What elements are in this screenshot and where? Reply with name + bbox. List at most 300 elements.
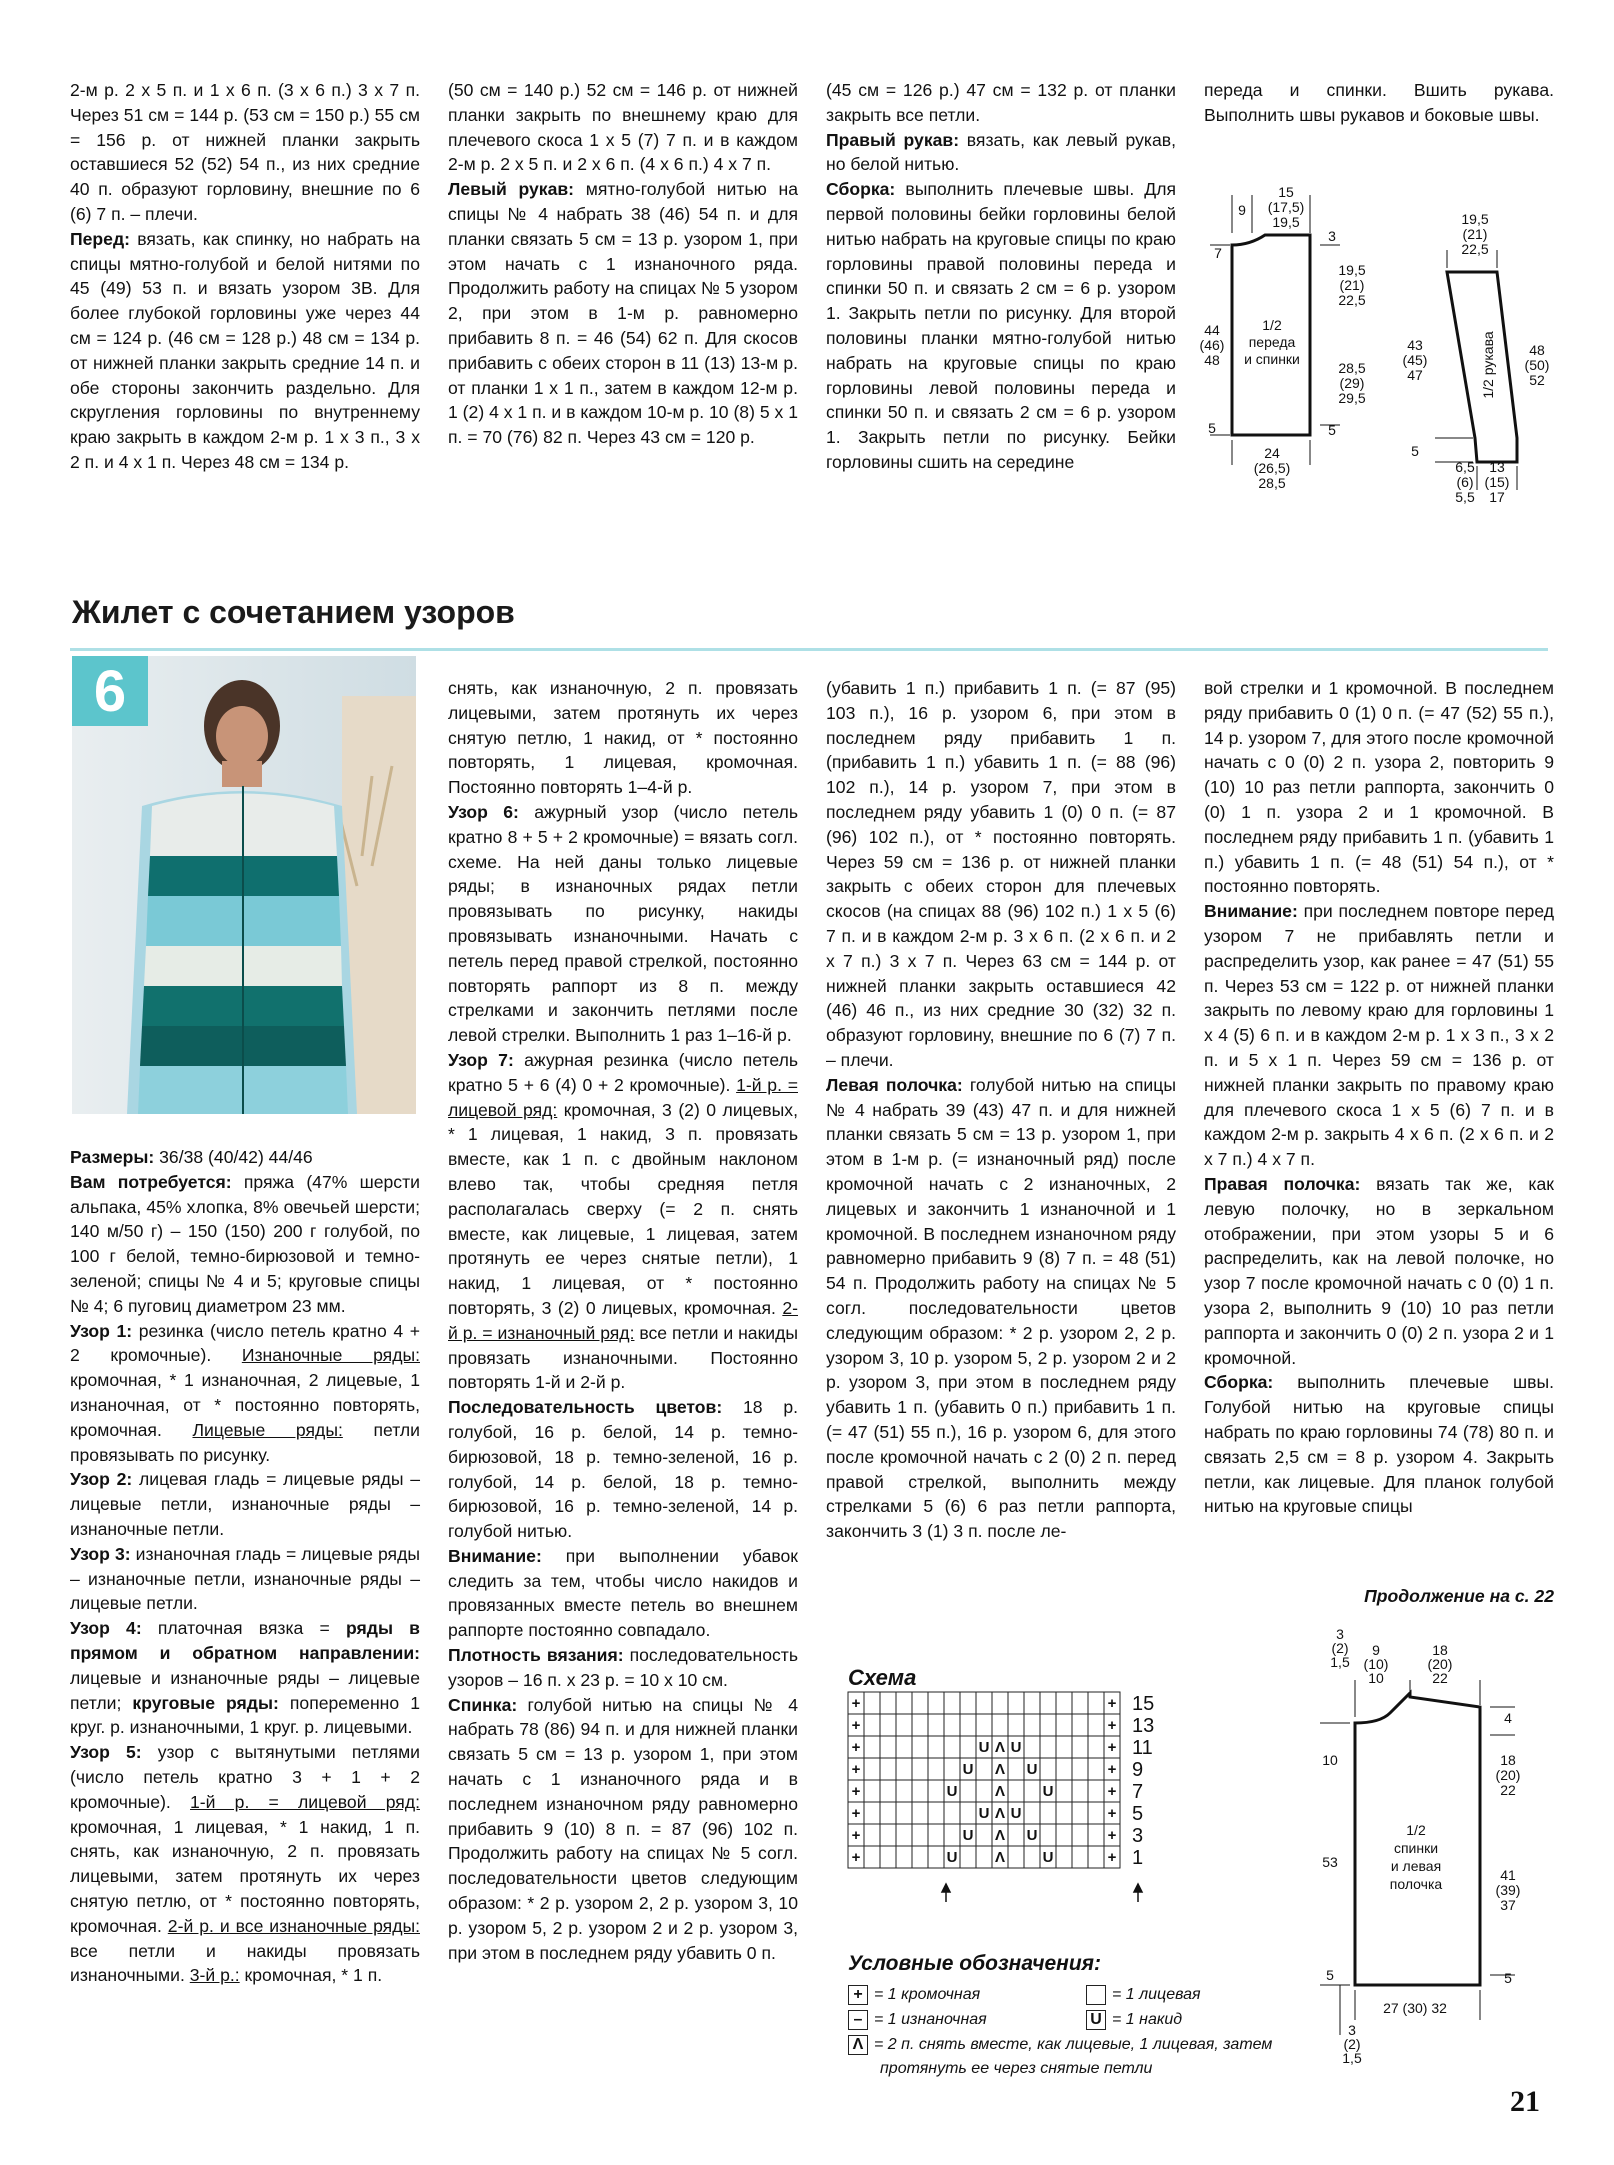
left-sleeve-text: мятно-голубой нитью на спицы № 4 набрать 38 (46) 54 п. и для планки связать 5 см = 13 р. узором 1, при этом начать с 1 изнаночного ряда. Продолжить работу на спицах № 5 узором 2, при этом в 1-м р. равномерно прибавить 8 п. = 46 (54) 62 п. Для скосов прибавить с обеих сторон в 11 (13) 13-м р. от планки 1 х 1 п., затем в каждом 12-м р. 1 (2) 4 х 1 п. и в каждом 10-м р. 10 (8) 5 х 1 п. = 70 (76) 82 п. Через 43 см = 120 р. (448, 179, 798, 448)
chart-symbol: + (1107, 1783, 1117, 1800)
chart-cell (864, 1780, 880, 1802)
chart-cell (1072, 1846, 1088, 1868)
chart-cell (880, 1736, 896, 1758)
chart-cell (928, 1780, 944, 1802)
d1-band-right: 5 (1328, 422, 1336, 438)
chart-cell (960, 1692, 976, 1714)
pattern1-paragraph (70, 1319, 420, 1468)
vest-photo (72, 656, 416, 1114)
attention-heading: Внимание: (448, 1545, 542, 1566)
vest-schematic (1300, 1625, 1560, 2085)
row-labels (1132, 1693, 1154, 1869)
d1-shoulder-drop: 3 (1328, 228, 1336, 244)
section-title: Жилет с сочетанием узоров (72, 594, 515, 630)
chart-symbol: + (851, 1805, 861, 1822)
pattern1-text: резинка (число петель кратно 4 + 2 кромочные). (70, 1320, 421, 1366)
chart-symbol: Λ (994, 1739, 1006, 1756)
far-attention-paragraph (1204, 899, 1554, 1172)
chart-symbol: U (1026, 1761, 1038, 1778)
stitch-grid (848, 1692, 1120, 1868)
sleeve-schematic (1385, 210, 1555, 520)
d1-top-width-2: (17,5) (1267, 199, 1305, 215)
chart-symbol: + (1107, 1717, 1117, 1734)
materials-text: пряжа (47% шерсти альпака, 45% хлопка, 8% овечьей шерсти; 140 м/50 г) – 150 (150) 200 г голубой, по 100 г белой, темно-бирюзовой и темно-зеленой; спицы № 4 и 5; круговые спицы № 4; 6 пуговиц диаметром 23 мм. (70, 1171, 420, 1316)
chart-cell (976, 1846, 992, 1868)
front-paragraph (70, 227, 420, 475)
d2-height-1: 43 (1407, 337, 1423, 353)
d2-total-2: (50) (1524, 357, 1550, 373)
legend-decrease (848, 2035, 1272, 2055)
d3-top-2: (2) (1331, 1640, 1349, 1656)
chart-cell (864, 1692, 880, 1714)
d3-shoulder-3: 22 (1432, 1670, 1448, 1686)
top-column-4 (1204, 78, 1554, 128)
pattern1-right-rows: Лицевые ряды: (192, 1419, 343, 1440)
pattern5-text-d: кромочная, * 1 п. (239, 1965, 383, 1986)
chart-symbol: U (978, 1739, 990, 1756)
knit-stitch-icon (1086, 1985, 1106, 2005)
legend-purl-text: = 1 изнаночная (874, 2011, 987, 2028)
chart-cell (1088, 1780, 1104, 1802)
continued-note: Продолжение на с. 22 (1364, 1586, 1554, 1606)
chart-cell (1056, 1758, 1072, 1780)
chart-cell (944, 1692, 960, 1714)
top-col2-text: (50 см = 140 р.) 52 см = 146 р. от нижней планки закрыть по внешнему краю для плечевого скоса 1 х 5 (7) 7 п. и в каждом 2-м р. 2 х 5 п. и 2 х 6 п. (4 х 6 п.) 4 х 7 п. (448, 80, 798, 175)
pattern4-rows-heading: ряды в прямом и обратном направлении: (70, 1618, 420, 1663)
d1-band-left: 5 (1208, 420, 1216, 436)
d3-neck-2: (10) (1363, 1656, 1389, 1672)
d2-cuffw-1: 13 (1489, 459, 1505, 475)
d3-top-3: 1,5 (1330, 1654, 1350, 1670)
chart-symbol: U (1042, 1849, 1054, 1866)
d3-length: 53 (1322, 1854, 1338, 1870)
pattern7-text-b: кромочная, 3 (2) 0 лицевых, * 1 лицевая, 1 накид, 3 п. провязать вместе, как 1 п. с двойным наклоном влево так, чтобы средняя петля располагалась сверху (= 2 п. снять вместе, как лицевые, 1 лицевая, затем протянуть ее через снятые петли), 1 накид, 1 лицевая, от * постоянно повторять, 3 (2) 0 лицевых, кромочная. (448, 1099, 798, 1318)
chart-cell (928, 1692, 944, 1714)
pattern7-text-c: все петли и накиды провязать изнаночными. Постоянно повторять 1-й и 2-й р. (448, 1322, 799, 1393)
back-text: голубой нитью на спицы № 4 набрать 78 (86) 94 п. и для нижней планки связать 5 см = 13 р. узором 1, при этом начать с 1 изнаночного ряда и в последнем изнаночном ряду равномерно прибавить 9 (10) 8 п. = 87 (96) 102 п. Продолжить работу на спицах № 5 согл. последовательности цветов следующим образом: * 2 р. узором 2, 2 р. узором 3, 10 р. узором 5, 2 р. узором 2 и 2 р. узором 3, при этом в последнем ряду убавить 0 п. (448, 1694, 798, 1963)
chart-symbol: + (851, 1827, 861, 1844)
chart-cell (1024, 1846, 1040, 1868)
pattern5-paragraph (70, 1740, 420, 1988)
chart-cell (912, 1824, 928, 1846)
edge-stitch-icon: + (848, 1985, 868, 2005)
chart-symbol: U (962, 1827, 974, 1844)
right-front-paragraph (1204, 1172, 1554, 1370)
pattern5-heading: Узор 5: (70, 1742, 142, 1763)
chart-cell (944, 1714, 960, 1736)
pattern4-text-b: лицевые и изнаночные ряды – лицевые петли; (70, 1667, 420, 1713)
legend-decrease-text: = 2 п. снять вместе, как лицевые, 1 лицевая, затем (874, 2036, 1273, 2053)
legend-knit (1086, 1985, 1201, 2005)
d3-neck-depth: 10 (1322, 1752, 1338, 1768)
chart-cell (896, 1758, 912, 1780)
chart-cell (880, 1780, 896, 1802)
chart-cell (912, 1802, 928, 1824)
chart-symbol: U (978, 1805, 990, 1822)
chart-cell (928, 1824, 944, 1846)
chart-cell (880, 1692, 896, 1714)
chart-cell (1040, 1692, 1056, 1714)
top-column-3 (826, 78, 1176, 475)
legend-edge (848, 1985, 980, 2005)
vest-outline (1355, 1693, 1480, 1985)
chart-symbol: Λ (994, 1761, 1006, 1778)
chart-cell (864, 1758, 880, 1780)
chart-cell (1024, 1714, 1040, 1736)
sizes-heading: Размеры: (70, 1147, 155, 1167)
d3-label-3: и левая (1390, 1858, 1442, 1874)
chart-cell (1088, 1846, 1104, 1868)
chart-cell (960, 1736, 976, 1758)
chart-cell (912, 1780, 928, 1802)
d3-shoulder-2: (20) (1427, 1656, 1453, 1672)
page-number: 21 (1510, 2085, 1540, 2118)
d3-arm-3: 22 (1500, 1782, 1516, 1798)
top-col1-text: 2-м р. 2 х 5 п. и 1 х 6 п. (3 х 6 п.) 3 х 7 п. Через 51 см = 144 р. (53 см = 150 р.) 55 см = 156 р. от нижней планки закрыть оставшиеся 52 (52) 54 п., из них средние 40 п. образуют горловину, внешние по 6 (6) 7 п. – плечи. (70, 80, 420, 224)
chart-cell (1040, 1758, 1056, 1780)
chart-cell (928, 1736, 944, 1758)
pattern3-heading: Узор 3: (70, 1543, 131, 1564)
d1-neck-depth: 7 (1214, 245, 1222, 261)
chart-symbol: + (851, 1717, 861, 1734)
chart-symbol: Λ (994, 1783, 1006, 1800)
pattern4-heading: Узор 4: (70, 1618, 142, 1639)
chart-cell (1008, 1714, 1024, 1736)
d3-bottom-3: 1,5 (1342, 2050, 1362, 2066)
chart-symbol: + (1107, 1805, 1117, 1822)
chart-cell (864, 1824, 880, 1846)
d1-height-1: 44 (1204, 322, 1220, 338)
chart-cell (896, 1802, 912, 1824)
pattern5-text-c: все петли и накиды провязать изнаночными. (70, 1940, 420, 1986)
chart-cell (944, 1758, 960, 1780)
chart-cell (928, 1846, 944, 1868)
chart-cell (1088, 1714, 1104, 1736)
model-number-badge: 6 (72, 656, 148, 726)
chart-symbol: Λ (994, 1805, 1006, 1822)
d1-right-3: 22,5 (1338, 292, 1366, 308)
top-column-1 (70, 78, 420, 475)
chart-cell (944, 1802, 960, 1824)
density-heading: Плотность вязания: (448, 1645, 624, 1666)
chart-cell (912, 1736, 928, 1758)
vest-assembly-heading: Сборка: (1204, 1372, 1274, 1393)
chart-cell (960, 1846, 976, 1868)
pattern1-wrong-rows: Изнаночные ряды: (241, 1345, 420, 1366)
d3-neck-3: 10 (1368, 1670, 1384, 1686)
chart-symbol: + (851, 1695, 861, 1712)
chart-cell (912, 1758, 928, 1780)
chart-row-label: 1 (1132, 1847, 1144, 1869)
pattern5-row2: 2-й р. и все изнаночные ряды: (167, 1915, 420, 1936)
back-paragraph (448, 1693, 798, 1966)
chart-row-label: 9 (1132, 1759, 1144, 1781)
far-attention-heading: Внимание: (1204, 901, 1298, 922)
vest-assembly-text: выполнить плечевые швы. Голубой нитью на круговые спицы набрать по краю горловины 74 (78) 80 п. и связать 2,5 см = 8 р. узором 4. Закрыть петли, как лицевые. Для планок голубой нитью на круговые спицы (1204, 1372, 1554, 1517)
d2-cuffw-2: (15) (1484, 474, 1510, 490)
chart-cell (1088, 1802, 1104, 1824)
chart-cell (992, 1692, 1008, 1714)
chart-cell (1072, 1758, 1088, 1780)
chart-row-label: 15 (1132, 1693, 1155, 1715)
chart-cell (896, 1714, 912, 1736)
chart-cell (912, 1692, 928, 1714)
chart-symbol: U (1026, 1827, 1038, 1844)
front-heading: Перед: (70, 228, 130, 249)
d1-side-1: 28,5 (1338, 360, 1366, 376)
d2-cuff-2: (6) (1456, 474, 1474, 490)
pattern2-paragraph (70, 1467, 420, 1541)
chart-cell (1056, 1736, 1072, 1758)
pattern5-text: узор с вытянутыми петлями (число петель кратно 3 + 1 + 2 кромочные). (70, 1742, 420, 1812)
chart-cell (896, 1692, 912, 1714)
left-sleeve-paragraph (448, 177, 798, 450)
double-decrease-icon: Λ (848, 2035, 868, 2055)
left-front-heading: Левая полочка: (826, 1074, 963, 1095)
materials-column (70, 1145, 420, 1988)
d2-height-3: 47 (1407, 367, 1423, 383)
pattern7-heading: Узор 7: (448, 1049, 514, 1070)
chart-symbol: Λ (994, 1827, 1006, 1844)
materials-paragraph (70, 1170, 420, 1319)
chart-cell (976, 1692, 992, 1714)
stitch-chart (846, 1690, 1266, 1920)
pattern4-text: платочная вязка = (141, 1618, 346, 1639)
assembly-text: выполнить плечевые швы. Для первой половины бейки горловины белой нитью набрать на круговые спицы по краю горловины правой половины переда и спинки 50 п. и связать 2 см = 6 р. узором 1. Закрыть петли по рисунку. Для второй половины планки мятно-голубой нитью набрать на круговые спицы по краю горловины левой половины переда и спинки 50 п. и связать 2 см = 6 р. узором 1. Закрыть петли по рисунку. Бейки горловины сшить на середине (826, 179, 1176, 472)
chart-cell (1056, 1846, 1072, 1868)
chart-cell (1040, 1736, 1056, 1758)
d1-height-2: (46) (1199, 337, 1225, 353)
pattern1-text-b: кромочная, * 1 изнаночная, 2 лицевые, 1 изнаночная, от * постоянно повторять, кромочная. (70, 1370, 420, 1440)
yarnover-icon: U (1086, 2010, 1106, 2030)
chart-row-label: 7 (1132, 1781, 1144, 1803)
chart-cell (944, 1736, 960, 1758)
chart-cell (1088, 1758, 1104, 1780)
chart-cell (1040, 1824, 1056, 1846)
chart-row-label: 11 (1132, 1737, 1153, 1759)
d2-top-1: 19,5 (1461, 211, 1489, 227)
d2-label: 1/2 рукава (1480, 331, 1496, 399)
right-sleeve-text: вязать, как левый рукав, но белой нитью. (826, 129, 1176, 175)
top-col4-text: переда и спинки. Вшить рукава. Выполнить швы рукавов и боковые швы. (1204, 80, 1554, 125)
top-column-2 (448, 78, 798, 450)
top-col3-text: (45 см = 126 р.) 47 см = 132 р. от планки закрыть все петли. (826, 80, 1176, 125)
chart-cell (912, 1846, 928, 1868)
chart-cell (960, 1780, 976, 1802)
pattern7-row1: 1-й р. = лицевой ряд: (448, 1074, 798, 1120)
d2-height-2: (45) (1402, 352, 1428, 368)
legend-yarnover-text: = 1 накид (1112, 2011, 1183, 2028)
purl-stitch-icon: – (848, 2010, 868, 2030)
d3-bottom-1: 3 (1348, 2022, 1356, 2038)
chart-cell (880, 1758, 896, 1780)
d2-cuffw-3: 17 (1489, 489, 1505, 505)
chart-cell (1024, 1736, 1040, 1758)
chart-cell (1088, 1824, 1104, 1846)
chart-symbol: + (851, 1849, 861, 1866)
chart-cell (1024, 1692, 1040, 1714)
d1-right-1: 19,5 (1338, 262, 1366, 278)
chart-symbol: U (946, 1849, 958, 1866)
d2-cuff-1: 6,5 (1455, 459, 1475, 475)
d2-top-2: (21) (1462, 226, 1488, 242)
chart-symbol: U (962, 1761, 974, 1778)
d1-width-2: (26,5) (1253, 460, 1291, 476)
chart-cell (992, 1714, 1008, 1736)
back-heading: Спинка: (448, 1694, 518, 1715)
d1-top-width-1: 15 (1278, 185, 1294, 200)
legend-knit-text: = 1 лицевая (1112, 1986, 1201, 2003)
left-front-paragraph (826, 1073, 1176, 1544)
chart-cell (896, 1736, 912, 1758)
pattern5-row3: 3-й р.: (189, 1965, 240, 1986)
chart-cell (1056, 1692, 1072, 1714)
legend-yarnover (1086, 2010, 1182, 2030)
chart-symbol: U (1010, 1805, 1022, 1822)
far-cont-text: вой стрелки и 1 кромочной. В последнем ряду прибавить 0 (1) 0 п. (= 47 (52) 55 п.), 14 р. узором 7, для этого после кромочной начать с 0 (0) 2 п. узора 2, повторить 9 (10) 10 раз петли раппорта, закончить 0 (0) 1 п. узора 2 и 1 кромочной. В последнем ряду прибавить 1 п. (убавить 1 п.) убавить 1 п. (= 48 (51) 54 п.), от * постоянно повторять. (1204, 678, 1554, 897)
chart-symbol: + (1107, 1849, 1117, 1866)
front-back-schematic (1190, 185, 1390, 515)
vest-assembly-paragraph (1204, 1370, 1554, 1519)
chart-cell (960, 1714, 976, 1736)
chart-cell (1056, 1802, 1072, 1824)
title-rule (70, 648, 1548, 651)
chart-cell (1056, 1780, 1072, 1802)
chart-cell (928, 1714, 944, 1736)
chart-cell (928, 1758, 944, 1780)
chart-cell (1008, 1692, 1024, 1714)
left-front-column (826, 676, 1176, 1544)
legend-purl (848, 2010, 987, 2030)
chart-cell (1072, 1714, 1088, 1736)
d3-side-1: 41 (1500, 1867, 1516, 1883)
chart-symbol: U (1010, 1739, 1022, 1756)
d1-width-1: 24 (1264, 445, 1280, 461)
d3-arm-1: 18 (1500, 1752, 1516, 1768)
pattern1-heading: Узор 1: (70, 1320, 133, 1341)
d1-side-3: 29,5 (1338, 390, 1366, 406)
chart-cell (1008, 1758, 1024, 1780)
chart-symbol: + (1107, 1761, 1117, 1778)
d3-side-3: 37 (1500, 1897, 1516, 1913)
d2-cuff-3: 5,5 (1455, 489, 1475, 505)
pattern5-row1: 1-й р. = лицевой ряд: (190, 1791, 420, 1812)
chart-cell (896, 1824, 912, 1846)
pattern6-text: ажурный узор (число петель кратно 8 + 5 + 2 кромочные) = вязать согл. схеме. На ней даны только лицевые ряды; в изнаночных рядах петли провязывать по рисунку, накиды провязывать изнаночными. Начать с петель перед правой стрелкой, постоянно повторять раппорт из 8 п. между стрелками и закончить петлями после левой стрелки. Выполнить 1 раз 1–16-й р. (448, 801, 798, 1046)
chart-cell (1072, 1824, 1088, 1846)
sizes-paragraph (70, 1145, 420, 1170)
legend-decrease-2 (880, 2060, 1152, 2078)
d1-side-2: (29) (1339, 375, 1365, 391)
chart-row-label: 3 (1132, 1825, 1144, 1847)
chart-cell (1088, 1692, 1104, 1714)
right-front-text: вязать так же, как левую полочку, но в зеркальном отображении, при этом узоры 5 и 6 распределить, как на левой полочке, но узор 7 после кромочной начать с 0 (0) 1 п. узора 2, выполнить 9 (10) 10 раз петли раппорта и закончить 0 (0) 2 п. узора 2 и 1 кромочной. (1204, 1173, 1554, 1368)
right-front-heading: Правая полочка: (1204, 1173, 1361, 1194)
right-cont-text: (убавить 1 п.) прибавить 1 п. (= 87 (95) 103 п.), 16 р. узором 6, при этом в последнем ряду прибавить 1 п. (прибавить 1 п.) убавить 1 п. (= 88 (96) 102 п.), 14 р. узором 7, при этом в последнем ряду убавить 1 (0) 0 п. (= 87 (96) 102 п.), от * постоянно повторять. Через 59 см = 136 р. от нижней планки закрыть с обеих сторон для плечевых скосов (на спицах 88 (96) 102 п.) 1 х 5 (6) 7 п. и в каждом 2-м р. 3 х 6 п. (2 х 6 п. и 2 х 7 п.) 3 х 7 п. Через 63 см = 144 р. от нижней планки закрыть оставшиеся 42 (46) 46 п., из них средние 30 (32) 32 п. образуют горловину, внешние по 6 (7) 7 п. – плечи. (826, 678, 1176, 1070)
pattern7-paragraph (448, 1048, 798, 1395)
d3-width: 27 (30) 32 (1383, 2000, 1447, 2016)
d3-bottom-2: (2) (1343, 2036, 1361, 2052)
d1-height-3: 48 (1204, 352, 1220, 368)
pattern6-heading: Узор 6: (448, 801, 519, 822)
chart-cell (880, 1846, 896, 1868)
far-attention-text: при последнем повторе перед узором 7 не прибавлять петли и распределить узор, как ранее = 47 (51) 55 п. Через 53 см = 122 р. от нижней планки закрыть по левому краю для горловины 1 х 4 (5) 6 п. и в каждом 2-м р. 1 х 3 п., 3 х 2 п. и 5 х 1 п. Через 59 см = 136 р. от нижней планки закрыть по правому краю для плечевого скоса 1 х 5 (6) 7 п. и в каждом 2-м р. закрыть 4 х 6 п. (2 х 6 п. и 2 х 7 п.) 4 х 7 п. (1204, 901, 1554, 1170)
chart-cell (1088, 1736, 1104, 1758)
front-text: вязать, как спинку, но набрать на спицы мятно-голубой и белой нитями по 45 (49) 53 п. и вязать узором 3В. Для более глубокой горловины уже через 44 см = 124 р. (46 см = 128 р.) 48 см = 134 р. от нижней планки закрыть средние 14 п. и обе стороны закончить раздельно. Для скругления горловины по внутреннему краю закрыть в каждом 2-м р. 1 х 3 п., 3 х 2 п. и 4 х 1 п. Через 48 см = 134 р. (70, 228, 420, 472)
d1-top-width-3: 19,5 (1272, 214, 1300, 230)
color-sequence-text: 18 р. голубой, 16 р. белой, 14 р. темно-бирюзовой, 18 р. темно-зеленой, 16 р. голубой, 14 р. белой, 18 р. темно-бирюзовой, 16 р. темно-зеленой, 14 р. голубой нитью. (448, 1397, 798, 1542)
density-text: последовательность узоров – 16 п. х 23 р. = 10 х 10 см. (448, 1645, 799, 1690)
d2-top-3: 22,5 (1461, 241, 1489, 257)
repeat-arrows (942, 1884, 1142, 1902)
pattern4-text-c: попеременно 1 круг. р. изнаночными, 1 круг. р. лицевыми. (70, 1692, 420, 1738)
d1-label-1: 1/2 (1262, 317, 1282, 333)
pattern3-paragraph (70, 1542, 420, 1616)
legend-title: Условные обозначения: (848, 1952, 1102, 1975)
chart-row-label: 5 (1132, 1803, 1144, 1825)
assembly-paragraph (826, 177, 1176, 475)
d1-label-3: и спинки (1244, 351, 1300, 367)
chart-symbol: + (1107, 1695, 1117, 1712)
attention-text: при выполнении убавок следить за тем, чтобы число накидов и провязанных вместе петель во внешнем раппорте постоянно совпадало. (448, 1545, 798, 1641)
chart-symbol: U (1042, 1783, 1054, 1800)
chart-cell (928, 1802, 944, 1824)
chart-symbol: U (946, 1783, 958, 1800)
d1-label-2: переда (1248, 334, 1296, 350)
chart-cell (1072, 1736, 1088, 1758)
chart-cell (976, 1824, 992, 1846)
legend-decrease-text-2: протянуть ее через снятые петли (880, 2060, 1153, 2077)
chart-cell (1072, 1692, 1088, 1714)
chart-cell (864, 1714, 880, 1736)
d3-band-right: 5 (1504, 1970, 1512, 1986)
chart-cell (896, 1780, 912, 1802)
chart-cell (912, 1714, 928, 1736)
schema-title: Схема (848, 1665, 917, 1690)
assembly-heading: Сборка: (826, 179, 896, 200)
patterns-column (448, 676, 798, 1965)
chart-symbol: + (851, 1761, 861, 1778)
d3-label-4: полочка (1389, 1876, 1443, 1892)
chart-cell (864, 1736, 880, 1758)
d1-right-2: (21) (1339, 277, 1365, 293)
d3-band-left: 5 (1326, 1967, 1334, 1983)
chart-cell (1024, 1780, 1040, 1802)
chart-symbol: Λ (994, 1849, 1006, 1866)
chart-cell (976, 1758, 992, 1780)
chart-symbol: + (1107, 1739, 1117, 1756)
d3-label-1: 1/2 (1406, 1822, 1426, 1838)
attention-paragraph (448, 1544, 798, 1643)
chart-cell (1040, 1714, 1056, 1736)
assembly-column (1204, 676, 1554, 1519)
chart-cell (864, 1846, 880, 1868)
pattern2-heading: Узор 2: (70, 1469, 133, 1490)
color-sequence-heading: Последовательность цветов: (448, 1397, 723, 1418)
sizes-text: 36/38 (40/42) 44/46 (154, 1147, 313, 1167)
d3-shoulder-1: 18 (1432, 1642, 1448, 1658)
left-front-text: голубой нитью на спицы № 4 набрать 39 (43) 47 п. и для нижней планки связать 5 см = 13 р. узором 1, при этом в 1-м р. (= изнаночный ряд) после кромочной начать с 2 изнаночных, 2 лицевых и закончить 1 изнаночной и 1 кромочной. В последнем изнаночном ряду равномерно прибавить 9 (8) 7 п. = 48 (51) 54 п. Продолжить работу на спицах № 5 согл. последовательности цветов следующим образом: * 2 р. узором 2, 2 р. узором 3, 10 р. узором 5, 2 р. узором 2 и 2 р. узором 3, при этом в последнем ряду убавить 1 п. (убавить 0 п.) прибавить 1 п. (= 47 (51) 55 п.), 16 р. узором 6, для этого после кромочной начать с 2 (0) 2 п. перед правой стрелкой, выполнить между стрелками 5 (6) 6 раз петли раппорта, закончить 3 (1) 3 п. после ле- (826, 1074, 1176, 1542)
mid-cont-text: снять, как изнаночную, 2 п. провязать лицевыми, затем протянуть их через снятую петлю, 1 накид, от * постоянно повторять, 1 лицевая, кромочная. Постоянно повторять 1–4-й р. (448, 678, 798, 798)
chart-cell (1072, 1802, 1088, 1824)
pattern7-text: ажурная резинка (число петель кратно 5 + 6 (4) 0 + 2 кромочные). (448, 1049, 799, 1095)
d2-total-3: 52 (1529, 372, 1545, 388)
d3-side-2: (39) (1495, 1882, 1521, 1898)
chart-cell (896, 1846, 912, 1868)
materials-heading: Вам потребуется: (70, 1171, 232, 1192)
chart-symbol: + (851, 1739, 861, 1756)
d2-total-1: 48 (1529, 342, 1545, 358)
